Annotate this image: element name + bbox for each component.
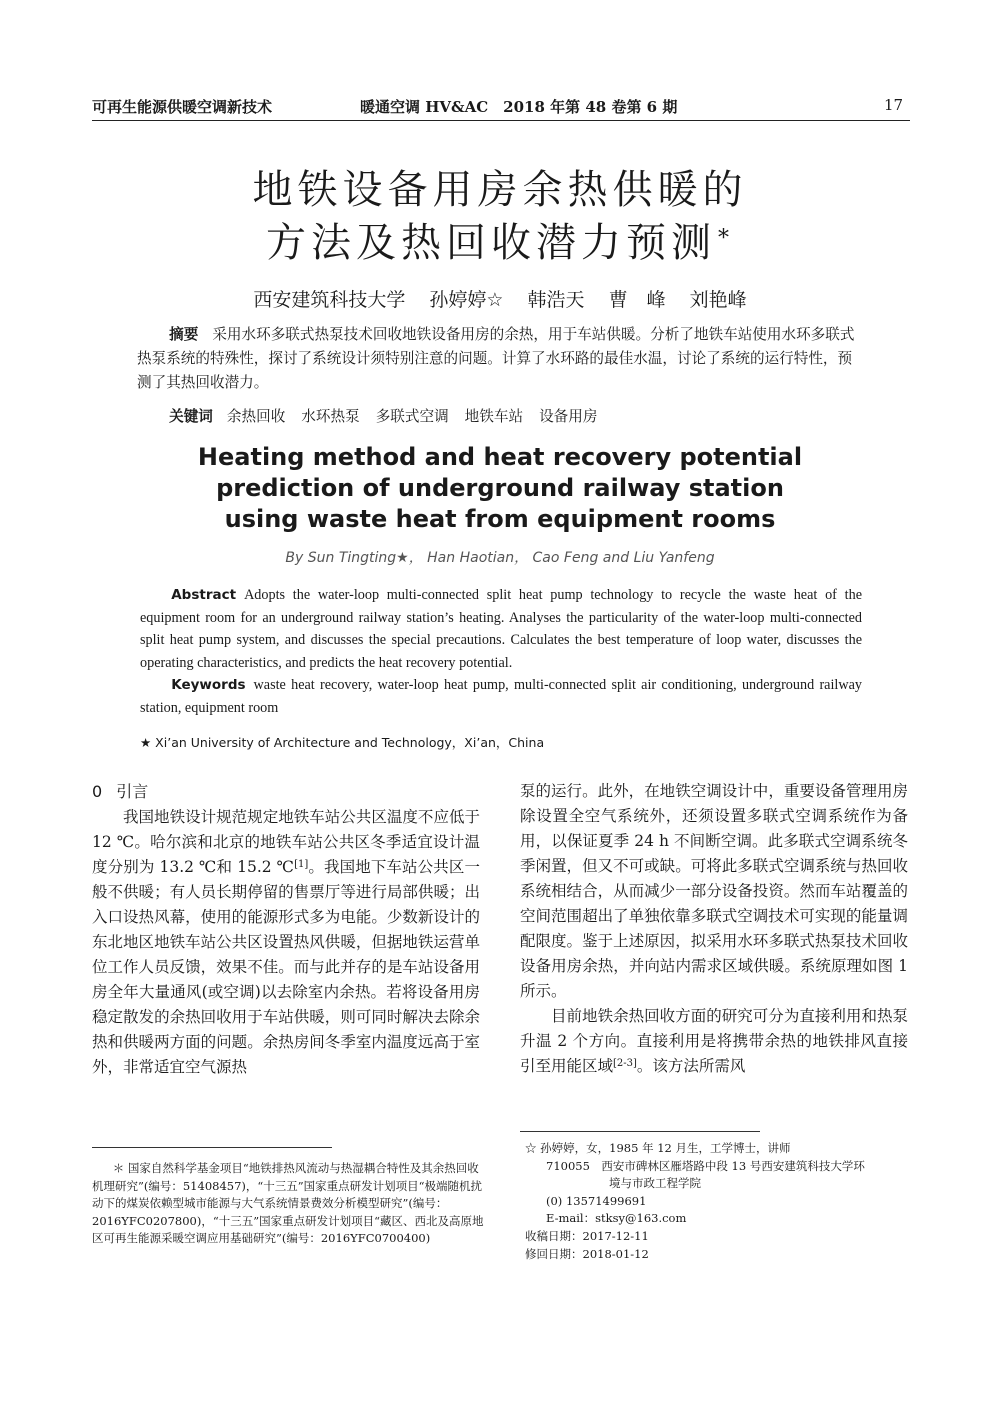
keyword-cn: 多联式空调 (375, 408, 449, 425)
author-cn: 刘艳峰 (689, 289, 747, 311)
abstract-en (140, 584, 862, 674)
affiliation-cn: 西安建筑科技大学 (253, 289, 406, 311)
title-en-line3: using waste heat from equipment rooms (224, 505, 776, 533)
keyword-cn: 余热回收 (226, 408, 286, 425)
body-column-right (520, 779, 908, 1079)
authors-cn (0, 285, 1000, 312)
header-rule (92, 120, 910, 121)
keywords-en (140, 674, 862, 719)
paragraph-text: 。该方法所需风 (636, 1057, 746, 1075)
citation-ref: [2-3] (613, 1058, 637, 1069)
section-heading (92, 779, 162, 802)
title-footnote-mark: * (718, 226, 734, 251)
author-cn: 韩浩天 (527, 289, 585, 311)
footnote-rule (520, 1131, 760, 1132)
citation-ref: [1] (294, 859, 309, 870)
author-address-cont: 境与市政工程学院 (609, 1176, 701, 1191)
paragraph: 泵的运行。此外，在地铁空调设计中，重要设备管理用房除设置全空气系统外，还须设置多联式空调系统作为备用，以保证夏季 24 h 不间断空调。此多联式空调系统冬季闲置，但又不可或缺。可将此多联式空调系统与热回收系统相结合，从而减少一部分设备投资。然而车站覆盖的空间范围超出了单独依靠多联式空调技术可实现的能量调配限度。鉴于上述原因，拟采用水环多联式热泵技术回收设备用房余热，并向站内需求区域供暖。系统原理如图 1 所示。 (520, 782, 908, 1000)
author-address: 710055 西安市碑林区雁塔路中段 13 号西安建筑科技大学环 (546, 1158, 865, 1173)
running-header-journal: 暖通空调 HV&AC 2018 年第 48 卷第 6 期 (360, 98, 678, 116)
keyword-cn: 设备用房 (539, 408, 598, 425)
keyword-cn: 水环热泵 (301, 408, 360, 425)
revised-date: 修回日期：2018-01-12 (525, 1246, 649, 1261)
paragraph-text: 目前地铁余热回收方面的研究可分为直接利用和热泵升温 2 个方向。直接利用是将携带余热的地铁排风直接引至用能区域 (520, 1007, 908, 1075)
footnote-rule (92, 1147, 332, 1148)
footnote-funding: ＊ 国家自然科学基金项目“地铁排热风流动与热湿耦合特性及其余热回收机理研究”(编号：51408457)，“十三五”国家重点研发计划项目“极端随机扰动下的煤炭依赖型城市能源与大气系统情景费效分析模型研究”(编号：2016YFC0207800)，“十三五”国家重点研发计划项目“藏区、西北及高原地区可再生能源采暖空调应用基础研究”(编号：2016YFC0700400) (92, 1161, 484, 1246)
author-phone: (0) 13571499691 (546, 1193, 647, 1208)
author-cn: 孙婷婷☆ (429, 289, 504, 311)
abstract-cn-text: 采用水环多联式热泵技术回收地铁设备用房的余热，用于车站供暖。分析了地铁车站使用水环多联式热泵系统的特殊性，探讨了系统设计须特别注意的问题。计算了水环路的最佳水温，讨论了系统的运行特性，预测了其热回收潜力。 (137, 326, 855, 391)
footnote-author (525, 1140, 915, 1263)
title-en-line2: prediction of underground railway station (216, 474, 784, 502)
body-column-left (92, 805, 480, 1080)
keywords-cn (137, 405, 865, 429)
byline-en: By Sun Tingting★， Han Haotian， Cao Feng and Liu Yanfeng (285, 550, 715, 566)
abstract-cn-label: 摘要 (169, 326, 199, 343)
abstract-cn (137, 323, 865, 395)
keyword-cn: 地铁车站 (464, 408, 524, 425)
keywords-en-text: waste heat recovery, water-loop heat pump, multi-connected split air conditioning, underground railway station, equipment room (140, 677, 862, 716)
author-email: E-mail：stksy@163.com (546, 1211, 687, 1226)
paragraph-text: 。我国地下车站公共区一般不供暖；有人员长期停留的售票厅等进行局部供暖；出入口设热风幕，使用的能源形式多为电能。少数新设计的东北地区地铁车站公共区设置热风供暖，但据地铁运营单位工作人员反馈，效果不佳。而与此并存的是车站设备用房全年大量通风(或空调)以去除室内余热。若将设备用房稳定散发的余热回收用于车站供暖，则可同时解决去除余热和供暖两方面的问题。余热房间冬季室内温度远高于室外，非常适宜空气源热 (92, 858, 480, 1076)
abstract-en-label: Abstract (171, 587, 237, 603)
abstract-en-text: Adopts the water-loop multi-connected split heat pump technology to recycle the waste heat of the equipment room for an underground railway station’s heating. Analyses the particularity of the water-loop multi-connected split heat pump system, and discusses the special precautions. Calculates the best temperature of loop water, discusses the operating characteristics, and predicts the heat recovery potential. (140, 587, 862, 671)
title-cn-line1: 地铁设备用房余热供暖的 (252, 167, 748, 213)
paragraph (520, 1004, 908, 1079)
received-date: 收稿日期：2017-12-11 (525, 1228, 649, 1243)
affiliation-en: ★ Xi’an University of Architecture and Technology，Xi’an，China (140, 735, 545, 750)
author-cn: 曹 峰 (608, 289, 666, 311)
page-number: 17 (884, 96, 904, 114)
title-cn-line2 (0, 218, 1000, 268)
section-number: 0 (92, 782, 103, 801)
title-en-line1: Heating method and heat recovery potential (197, 443, 803, 471)
title-cn-line2-text: 方法及热回收潜力预测 (266, 220, 716, 266)
keywords-cn-label: 关键词 (169, 408, 213, 425)
keywords-en-label: Keywords (171, 677, 246, 693)
running-header-column: 可再生能源供暖空调新技术 (92, 98, 273, 116)
paragraph-text: 我国地铁设计规范规定地铁车站公共区温度不应低于 12 ℃。哈尔滨和北京的地铁车站公共区冬季适宜设计温度分别为 13.2 ℃和 15.2 ℃ (92, 808, 480, 876)
author-info: ☆ 孙婷婷，女，1985 年 12 月生，工学博士，讲师 (525, 1141, 791, 1155)
paragraph (92, 805, 480, 1080)
section-title: 引言 (116, 782, 149, 801)
